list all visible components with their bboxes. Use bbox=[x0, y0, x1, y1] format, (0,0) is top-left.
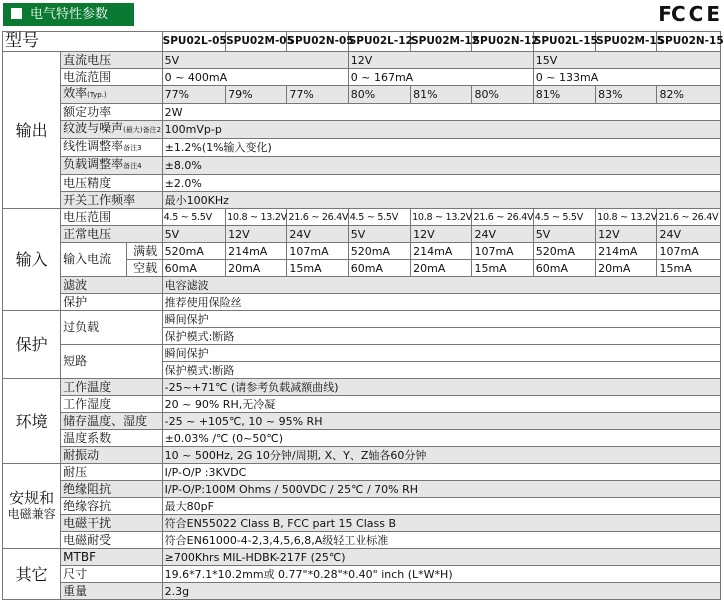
cell-value: 19.6*7.1*10.2mm或 0.77"*0.28"*0.40" inch (L*W*H) bbox=[162, 566, 720, 583]
cell-value: ±8.0% bbox=[162, 157, 720, 175]
cell-value: 24V bbox=[472, 226, 533, 243]
table-row bbox=[3, 86, 721, 104]
table-row bbox=[3, 413, 721, 430]
cell-value: I/P-O/P:100M Ohms / 500VDC / 25℃ / 70% RH bbox=[162, 481, 720, 498]
model-row bbox=[3, 32, 721, 52]
cell-value: 520mA bbox=[162, 243, 225, 260]
cell-value: 0 ~ 400mA bbox=[162, 69, 348, 86]
row-label: 储存温度、湿度 bbox=[61, 413, 163, 430]
cell-value: 推荐使用保险丝 bbox=[162, 294, 720, 311]
cell-value: 77% bbox=[287, 86, 348, 104]
cell-value: 4.5 ~ 5.5V bbox=[162, 209, 225, 226]
row-label: 耐压 bbox=[61, 464, 163, 481]
cell-value: 15V bbox=[533, 52, 720, 69]
model-name: SPU02N-15 bbox=[657, 32, 721, 52]
cell-value: 107mA bbox=[657, 243, 721, 260]
cell-value: 20mA bbox=[226, 260, 287, 277]
cell-value: ±1.2%(1%输入变化) bbox=[162, 139, 720, 157]
table-row bbox=[3, 104, 721, 121]
section-protection: 保护 bbox=[3, 311, 61, 379]
cell-value: 100mVp-p bbox=[162, 121, 720, 139]
cell-value: 12V bbox=[411, 226, 472, 243]
table-row bbox=[3, 175, 721, 192]
row-label: 线性调整率备注3 bbox=[61, 139, 163, 157]
table-row bbox=[3, 549, 721, 566]
cell-value: 81% bbox=[411, 86, 472, 104]
table-row bbox=[3, 226, 721, 243]
cell-value: 保护模式:断路 bbox=[162, 362, 720, 379]
table-row bbox=[3, 498, 721, 515]
cell-value: 5V bbox=[162, 226, 225, 243]
table-row bbox=[3, 583, 721, 600]
model-name: SPU02L-05 bbox=[162, 32, 225, 52]
cell-value: 2.3g bbox=[162, 583, 720, 600]
cell-value: -25~+71℃ (请参考负载减额曲线) bbox=[162, 379, 720, 396]
ce-logo-e: E bbox=[706, 2, 719, 26]
model-name: SPU02M-15 bbox=[596, 32, 657, 52]
table-row bbox=[3, 157, 721, 175]
table-row bbox=[3, 192, 721, 209]
cell-value: 5V bbox=[533, 226, 595, 243]
model-name: SPU02M-12 bbox=[411, 32, 472, 52]
cell-value: 0 ~ 133mA bbox=[533, 69, 720, 86]
table-row bbox=[3, 52, 721, 69]
cell-value: 21.6 ~ 26.4V bbox=[657, 209, 721, 226]
table-row bbox=[3, 481, 721, 498]
row-label: 绝缘容抗 bbox=[61, 498, 163, 515]
cell-value: -25 ~ +105℃, 10 ~ 95% RH bbox=[162, 413, 720, 430]
cell-value: 107mA bbox=[472, 243, 533, 260]
row-label: 电磁干扰 bbox=[61, 515, 163, 532]
cell-value: 4.5 ~ 5.5V bbox=[533, 209, 595, 226]
cell-value: 60mA bbox=[533, 260, 595, 277]
row-label: 开关工作频率 bbox=[61, 192, 163, 209]
ce-logo-c: C bbox=[688, 2, 703, 26]
sub-label: 满载 bbox=[126, 243, 162, 260]
row-label: 尺寸 bbox=[61, 566, 163, 583]
table-row bbox=[3, 379, 721, 396]
cell-value: I/P-O/P :3KVDC bbox=[162, 464, 720, 481]
row-label: 重量 bbox=[61, 583, 163, 600]
row-label: 电流范围 bbox=[61, 69, 163, 86]
row-label: 效率(Typ.) bbox=[61, 86, 163, 104]
section-input: 输入 bbox=[3, 209, 61, 311]
cell-value: 0 ~ 167mA bbox=[348, 69, 533, 86]
cell-value: ±2.0% bbox=[162, 175, 720, 192]
cell-value: 10.8 ~ 13.2V bbox=[226, 209, 287, 226]
cell-value: 214mA bbox=[411, 243, 472, 260]
cell-value: ≥700Khrs MIL-HDBK-217F (25℃) bbox=[162, 549, 720, 566]
row-label: 短路 bbox=[61, 345, 163, 379]
table-row bbox=[3, 464, 721, 481]
table-row bbox=[3, 311, 721, 328]
cell-value: 520mA bbox=[533, 243, 595, 260]
sub-label: 空载 bbox=[126, 260, 162, 277]
cell-value: 20 ~ 90% RH,无冷凝 bbox=[162, 396, 720, 413]
cell-value: 80% bbox=[348, 86, 410, 104]
cell-value: 10 ~ 500Hz, 2G 10分钟/周期, X、Y、Z轴各60分钟 bbox=[162, 447, 720, 464]
cell-value: 520mA bbox=[348, 243, 410, 260]
cell-value: 10.8 ~ 13.2V bbox=[411, 209, 472, 226]
cell-value: 12V bbox=[226, 226, 287, 243]
cell-value: 最大80pF bbox=[162, 498, 720, 515]
cell-value: 保护模式:断路 bbox=[162, 328, 720, 345]
table-row bbox=[3, 294, 721, 311]
section-header bbox=[3, 3, 134, 26]
table-row bbox=[3, 396, 721, 413]
row-label: 滤波 bbox=[61, 277, 163, 294]
cell-value: 24V bbox=[287, 226, 348, 243]
cell-value: 12V bbox=[596, 226, 657, 243]
table-row bbox=[3, 430, 721, 447]
table-row bbox=[3, 69, 721, 86]
table-row bbox=[3, 515, 721, 532]
cell-value: 214mA bbox=[226, 243, 287, 260]
row-label: 电压范围 bbox=[61, 209, 163, 226]
cell-value: 15mA bbox=[287, 260, 348, 277]
cell-value: 5V bbox=[348, 226, 410, 243]
model-name: SPU02N-05 bbox=[287, 32, 348, 52]
row-label: 保护 bbox=[61, 294, 163, 311]
table-row bbox=[3, 121, 721, 139]
table-row bbox=[3, 447, 721, 464]
row-label: 负载调整率备注4 bbox=[61, 157, 163, 175]
cell-value: 20mA bbox=[596, 260, 657, 277]
cell-value: 电容滤波 bbox=[162, 277, 720, 294]
cell-value: 20mA bbox=[411, 260, 472, 277]
row-label: 直流电压 bbox=[61, 52, 163, 69]
row-label: 额定功率 bbox=[61, 104, 163, 121]
row-label: 工作温度 bbox=[61, 379, 163, 396]
cell-value: 79% bbox=[226, 86, 287, 104]
cell-value: 15mA bbox=[657, 260, 721, 277]
model-name: SPU02L-12 bbox=[348, 32, 410, 52]
table-row bbox=[3, 345, 721, 362]
section-environment: 环境 bbox=[3, 379, 61, 464]
table-row bbox=[3, 566, 721, 583]
certification-logos bbox=[654, 2, 719, 26]
row-label: 过负载 bbox=[61, 311, 163, 345]
row-label: 输入电流 bbox=[61, 243, 127, 277]
section-title: 电气特性参数 bbox=[30, 7, 109, 22]
section-other: 其它 bbox=[3, 549, 61, 600]
row-label: 电磁耐受 bbox=[61, 532, 163, 549]
model-name: SPU02L-15 bbox=[533, 32, 595, 52]
cell-value: ±0.03% /℃ (0~50℃) bbox=[162, 430, 720, 447]
cell-value: 83% bbox=[596, 86, 657, 104]
cell-value: 5V bbox=[162, 52, 348, 69]
model-name: SPU02N-12 bbox=[472, 32, 533, 52]
cell-value: 12V bbox=[348, 52, 533, 69]
fcc-logo: FC bbox=[658, 2, 685, 26]
cell-value: 符合EN61000-4-2,3,4,5,6,8,A级轻工业标准 bbox=[162, 532, 720, 549]
cell-value: 214mA bbox=[596, 243, 657, 260]
row-label: 绝缘阻抗 bbox=[61, 481, 163, 498]
cell-value: 10.8 ~ 13.2V bbox=[596, 209, 657, 226]
cell-value: 最小100KHz bbox=[162, 192, 720, 209]
cell-value: 4.5 ~ 5.5V bbox=[348, 209, 410, 226]
section-safety-emc: 安规和 电磁兼容 bbox=[3, 464, 61, 549]
cell-value: 2W bbox=[162, 104, 720, 121]
cell-value: 瞬间保护 bbox=[162, 311, 720, 328]
cell-value: 81% bbox=[533, 86, 595, 104]
cell-value: 符合EN55022 Class B, FCC part 15 Class B bbox=[162, 515, 720, 532]
cell-value: 107mA bbox=[287, 243, 348, 260]
section-output: 输出 bbox=[3, 52, 61, 209]
cell-value: 82% bbox=[657, 86, 721, 104]
cell-value: 60mA bbox=[348, 260, 410, 277]
table-row bbox=[3, 139, 721, 157]
cell-value: 瞬间保护 bbox=[162, 345, 720, 362]
cell-value: 21.6 ~ 26.4V bbox=[287, 209, 348, 226]
row-label: 电压精度 bbox=[61, 175, 163, 192]
table-row bbox=[3, 209, 721, 226]
row-label: 温度系数 bbox=[61, 430, 163, 447]
table-row bbox=[3, 243, 721, 260]
cell-value: 80% bbox=[472, 86, 533, 104]
model-name: SPU02M-05 bbox=[226, 32, 287, 52]
square-icon bbox=[11, 8, 22, 19]
table-row bbox=[3, 532, 721, 549]
row-label: MTBF bbox=[61, 549, 163, 566]
cell-value: 60mA bbox=[162, 260, 225, 277]
row-label: 正常电压 bbox=[61, 226, 163, 243]
model-label: 型号 bbox=[3, 32, 163, 52]
row-label: 工作湿度 bbox=[61, 396, 163, 413]
row-label: 纹波与噪声(最大)备注2 bbox=[61, 121, 163, 139]
table-row bbox=[3, 277, 721, 294]
cell-value: 77% bbox=[162, 86, 225, 104]
row-label: 耐振动 bbox=[61, 447, 163, 464]
cell-value: 15mA bbox=[472, 260, 533, 277]
cell-value: 24V bbox=[657, 226, 721, 243]
spec-table bbox=[2, 31, 724, 600]
cell-value: 21.6 ~ 26.4V bbox=[472, 209, 533, 226]
